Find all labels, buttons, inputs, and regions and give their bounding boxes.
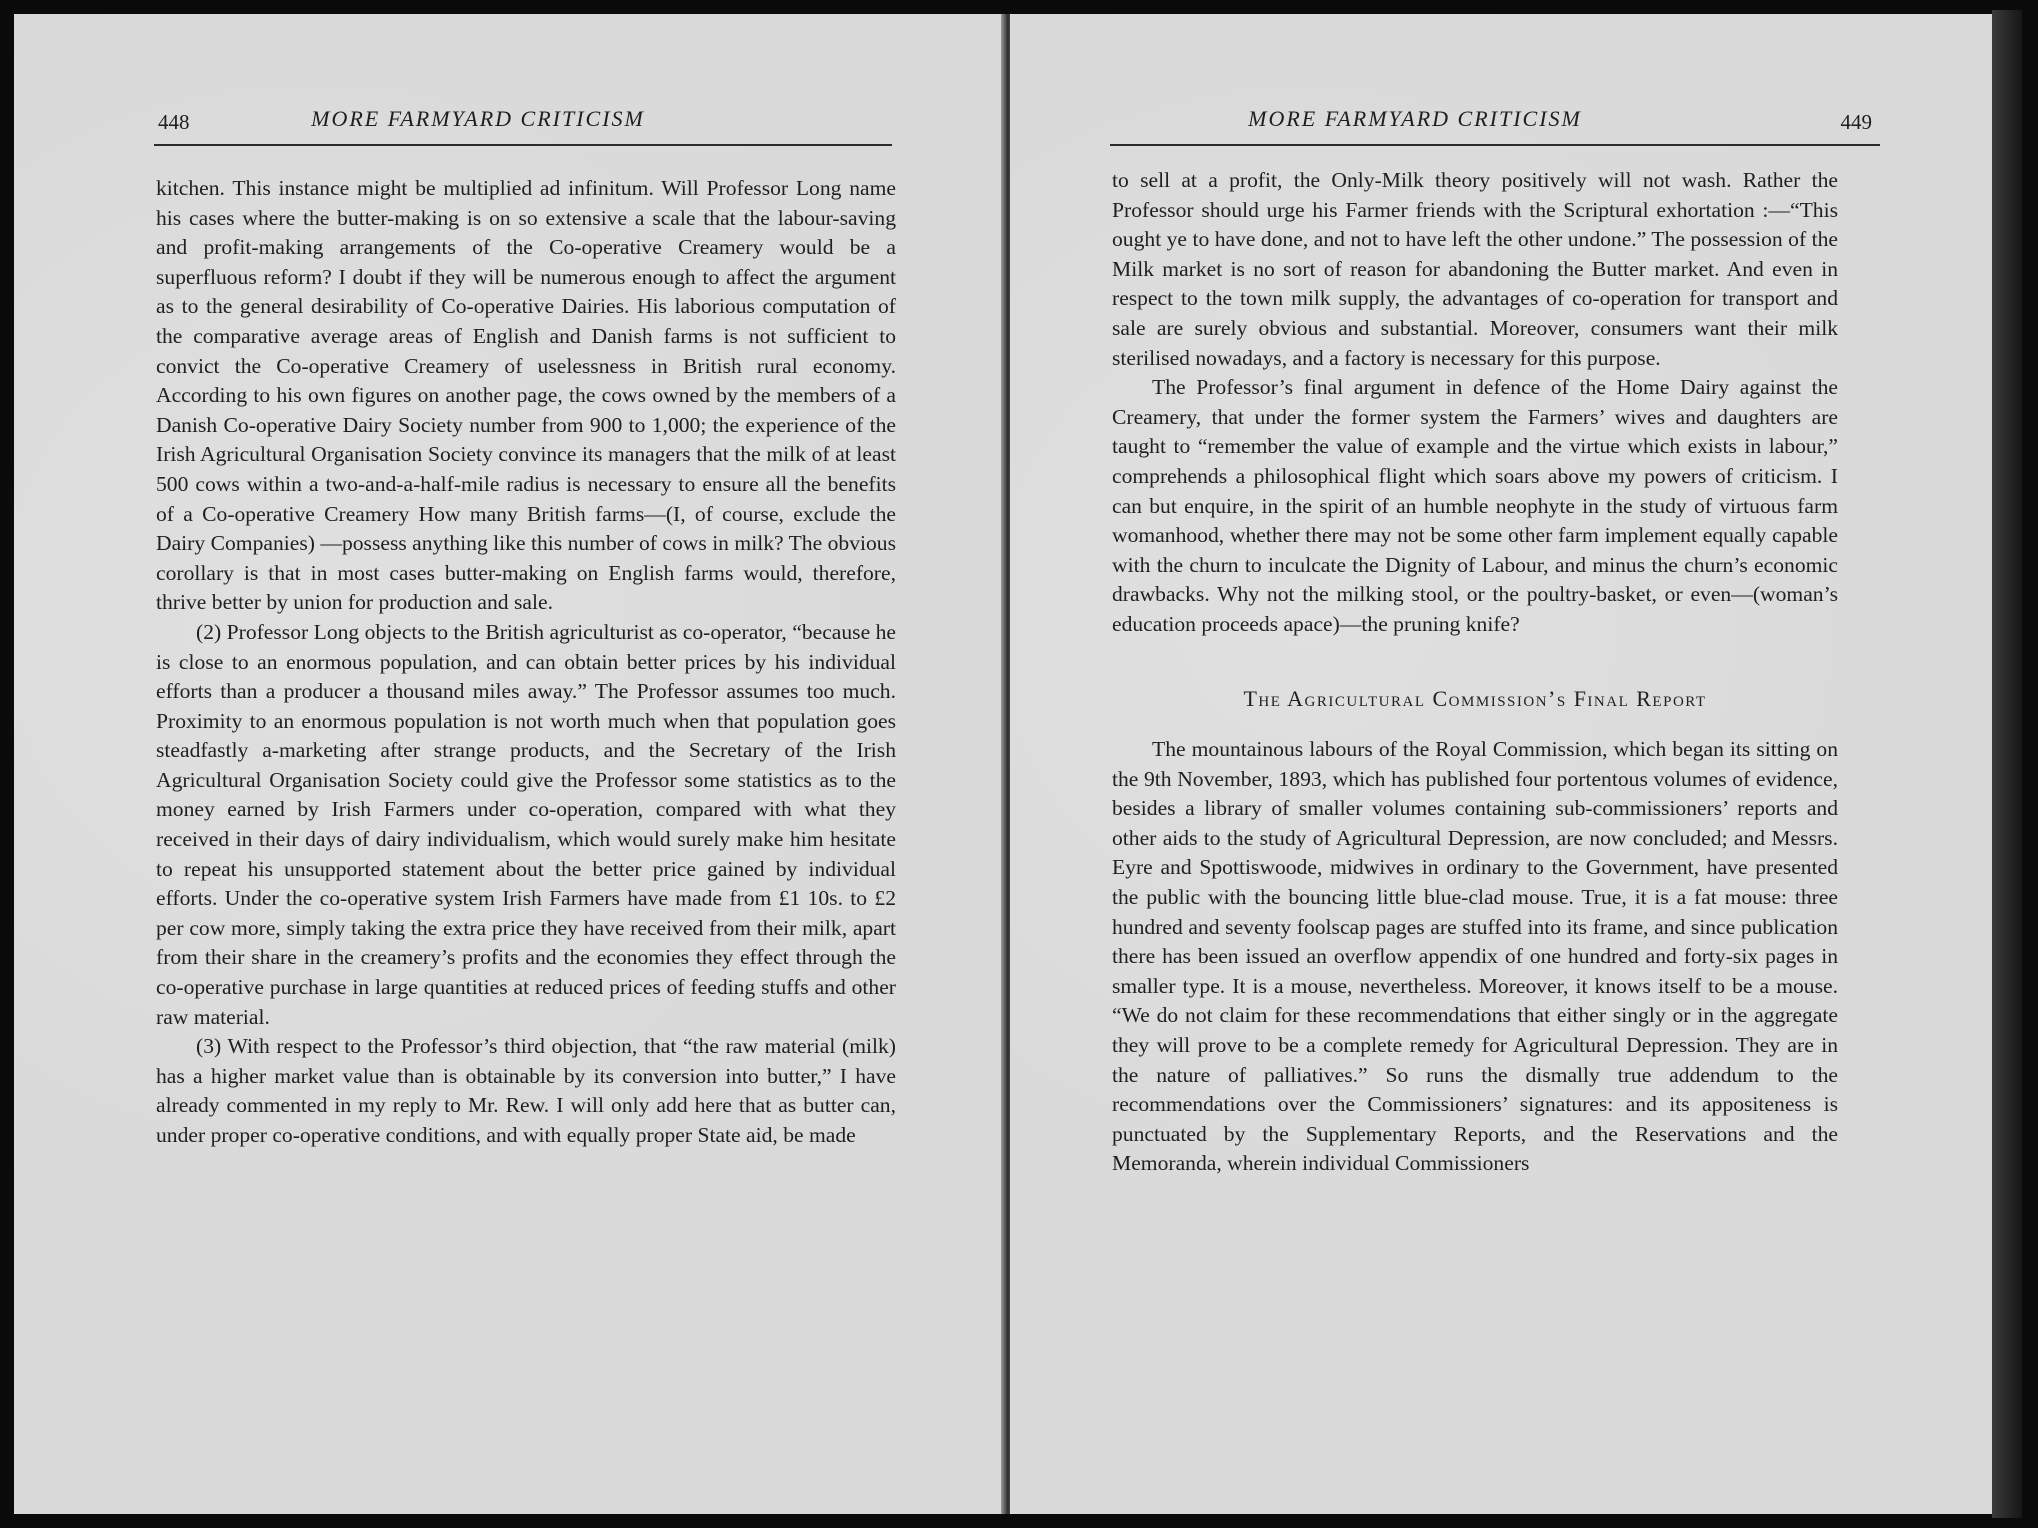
left-paragraph-3: (3) With respect to the Professor’s third objection, that “the raw material (milk) has a higher market value than is obtainable by its conversion into butter,” I have already commented in my reply to Mr. Rew. I will only add here that as butter can, under proper co-operative conditions, and with equally proper State aid, be made [156,1034,896,1147]
right-page-header [1110,96,1880,146]
left-page [14,14,1012,1514]
left-page-number: 448 [158,110,190,134]
right-page-number: 449 [1840,110,1872,134]
left-page-header [154,96,892,146]
right-running-head: MORE FARMYARD CRITICISM [1248,106,1582,131]
right-page-body [1112,166,1838,1179]
left-running-head: MORE FARMYARD CRITICISM [311,106,645,131]
book-right-edge [1992,10,2022,1518]
left-paragraph-1: kitchen. This instance might be multiplied ad infinitum. Will Professor Long name his cases where the butter-making is on so extensive a scale that the labour-saving and profit-making arrangements of the Co-operative Creamery would be a superfluous reform? I doubt if they will be numerous enough to affect the argument as to the general desirability of Co-operative Dairies. His laborious computation of the comparative average areas of English and Danish farms is not sufficient to convict the Co-operative Creamery of uselessness in British rural economy. According to his own figures on another page, the cows owned by the members of a Danish Co-operative Dairy Society number from 900 to 1,000; the experience of the Irish Agricultural Organisation Society convince its managers that the milk of at least 500 cows within a two-and-a-half-mile radius is necessary to ensure all the benefits of a Co-operative Creamery How many British farms—(I, of course, exclude the Dairy Companies) —possess anything like this number of cows in milk? The obvious corollary is that in most cases butter-making on English farms would, therefore, thrive better by union for production and sale. [156,176,896,615]
section-heading: The Agricultural Commission’s Final Report [1243,685,1707,711]
left-paragraph-2: (2) Professor Long objects to the British agriculturist as co-operator, “because he is close to an enormous population, and can obtain better prices by his individual efforts than a producer a thousand miles away.” The Professor assumes too much. Proximity to an enormous population is not worth much when that population goes steadfastly a-marketing after strange products, and the Secretary of the Irish Agricultural Organisation Society could give the Professor some statistics as to the money earned by Irish Farmers under co-operation, compared with what they received in their days of dairy individualism, which would surely make him hesitate to repeat his unsupported statement about the better price gained by individual efforts. Under the co-operative system Irish Farmers have made from £1 10s. to £2 per cow more, simply taking the extra price they have received from their milk, apart from their share in the creamery’s profits and the economies they effect through the co-operative purchase in large quantities at reduced prices of feeding stuffs and other raw material. [156,619,896,1029]
right-paragraph-3: The mountainous labours of the Royal Commission, which began its sitting on the 9th November, 1893, which has published four portentous volumes of evidence, besides a library of smaller volumes containing sub-commissioners’ reports and other aids to the study of Agricultural Depression, are now concluded; and Messrs. Eyre and Spottiswoode, midwives in ordinary to the Government, have presented the public with the bouncing little blue-clad mouse. True, it is a fat mouse: three hundred and seventy foolscap pages are stuffed into its frame, and since publication there has been issued an overflow appendix of one hundred and forty-six pages in smaller type. It is a mouse, nevertheless. Moreover, it knows itself to be a mouse. “We do not claim for these recommendations that either singly or in the aggregate they will prove to be a complete remedy for Agricultural Depression. They are in the nature of palliatives.” So runs the dismally true addendum to the recommendations over the Commissioners’ signatures: and its appositeness is punctuated by the Supplementary Reports, and the Reservations and the Memoranda, wherein individual Commissioners [1112,737,1838,1176]
left-page-body [156,174,896,1151]
right-paragraph-1: to sell at a profit, the Only-Milk theory positively will not wash. Rather the Professor should urge his Farmer friends with the Scriptural exhortation :—“This ought ye to have done, and not to have left the other undone.” The possession of the Milk market is no sort of reason for abandoning the Butter market. And even in respect to the town milk supply, the advantages of co-operation for transport and sale are surely obvious and substantial. Moreover, consumers want their milk sterilised nowadays, and a factory is necessary for this purpose. [1112,168,1838,370]
right-paragraph-2: The Professor’s final argument in defence of the Home Dairy against the Creamery, that under the former system the Farmers’ wives and daughters are taught to “remember the value of example and the virtue which exists in labour,” comprehends a philosophical flight which soars above my powers of criticism. I can but enquire, in the spirit of an humble neophyte in the study of virtuous farm womanhood, whether there may not be some other farm implement equally capable with the churn to inculcate the Dignity of Labour, and minus the churn’s economic drawbacks. Why not the milking stool, or the poultry-basket, or even—(woman’s education proceeds apace)—the pruning knife? [1112,375,1838,636]
right-page [1010,14,1992,1514]
